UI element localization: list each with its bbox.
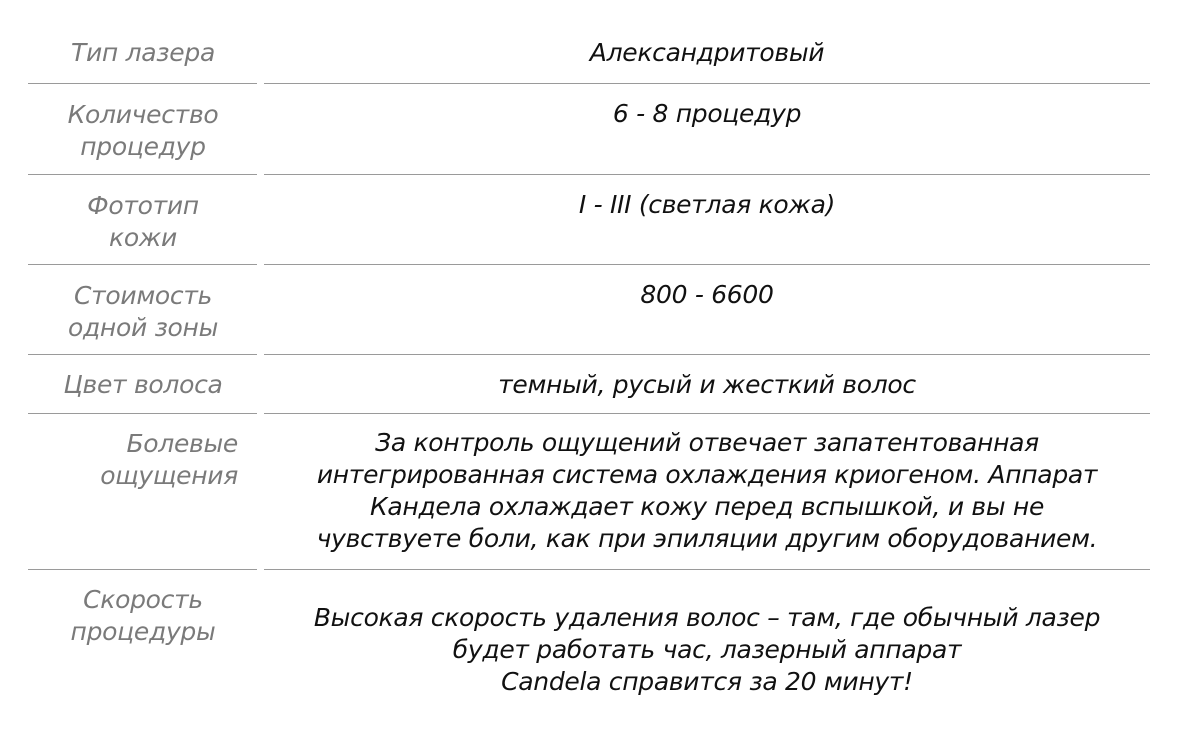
spec-value-zone-price — [264, 279, 1150, 311]
spec-value-line: 6 - 8 процедур — [612, 99, 802, 128]
row-divider — [264, 413, 1150, 414]
spec-label-line: Стоимость — [73, 281, 213, 310]
spec-value-line: Кандела охлаждает кожу перед вспышкой, и вы не — [369, 492, 1045, 521]
row-divider — [28, 569, 257, 570]
spec-value-line: Candela справится за 20 минут! — [501, 667, 913, 696]
spec-value-pain-sensation — [264, 427, 1150, 555]
spec-label-line: Цвет волоса — [63, 370, 223, 399]
row-divider — [28, 174, 257, 175]
spec-label-pain-sensation — [28, 428, 238, 492]
row-divider — [264, 569, 1150, 570]
spec-value-hair-color — [264, 369, 1150, 401]
spec-value-line: Александритовый — [589, 38, 825, 67]
spec-label-line: процедур — [80, 132, 206, 161]
row-divider — [28, 413, 257, 414]
row-divider — [264, 83, 1150, 84]
spec-label-line: Тип лазера — [71, 38, 215, 67]
spec-label-procedure-speed — [28, 584, 258, 648]
spec-label-hair-color — [28, 369, 258, 401]
spec-label-line: Скорость — [83, 585, 203, 614]
spec-value-line: будет работать час, лазерный аппарат — [452, 635, 962, 664]
spec-label-procedure-count — [28, 99, 258, 163]
row-divider — [264, 354, 1150, 355]
row-divider — [264, 174, 1150, 175]
spec-value-laser-type — [264, 37, 1150, 69]
spec-label-line: Фототип — [87, 191, 199, 220]
spec-value-line: темный, русый и жесткий волос — [498, 370, 916, 399]
row-divider — [264, 264, 1150, 265]
spec-label-line: Болевые — [126, 429, 238, 458]
spec-value-line: За контроль ощущений отвечает запатентованная — [375, 428, 1039, 457]
spec-value-line: 800 - 6600 — [640, 280, 774, 309]
spec-value-line: интегрированная система охлаждения криогеном. Аппарат — [316, 460, 1098, 489]
spec-value-line: Высокая скорость удаления волос – там, где обычный лазер — [313, 603, 1101, 632]
spec-label-line: Количество — [67, 100, 219, 129]
spec-value-line: чувствуете боли, как при эпиляции другим оборудованием. — [316, 524, 1098, 553]
spec-value-skin-phototype — [264, 189, 1150, 221]
row-divider — [28, 264, 257, 265]
spec-label-line: одной зоны — [67, 313, 219, 342]
spec-value-line: I - III (светлая кожа) — [578, 190, 836, 219]
spec-value-procedure-speed — [264, 602, 1150, 698]
spec-value-procedure-count — [264, 98, 1150, 130]
spec-label-skin-phototype — [28, 190, 258, 254]
spec-label-laser-type — [28, 37, 258, 69]
spec-label-line: процедуры — [70, 617, 216, 646]
row-divider — [28, 354, 257, 355]
spec-label-line: ощущения — [100, 461, 238, 490]
row-divider — [28, 83, 257, 84]
spec-label-line: кожи — [109, 223, 177, 252]
spec-label-zone-price — [28, 280, 258, 344]
